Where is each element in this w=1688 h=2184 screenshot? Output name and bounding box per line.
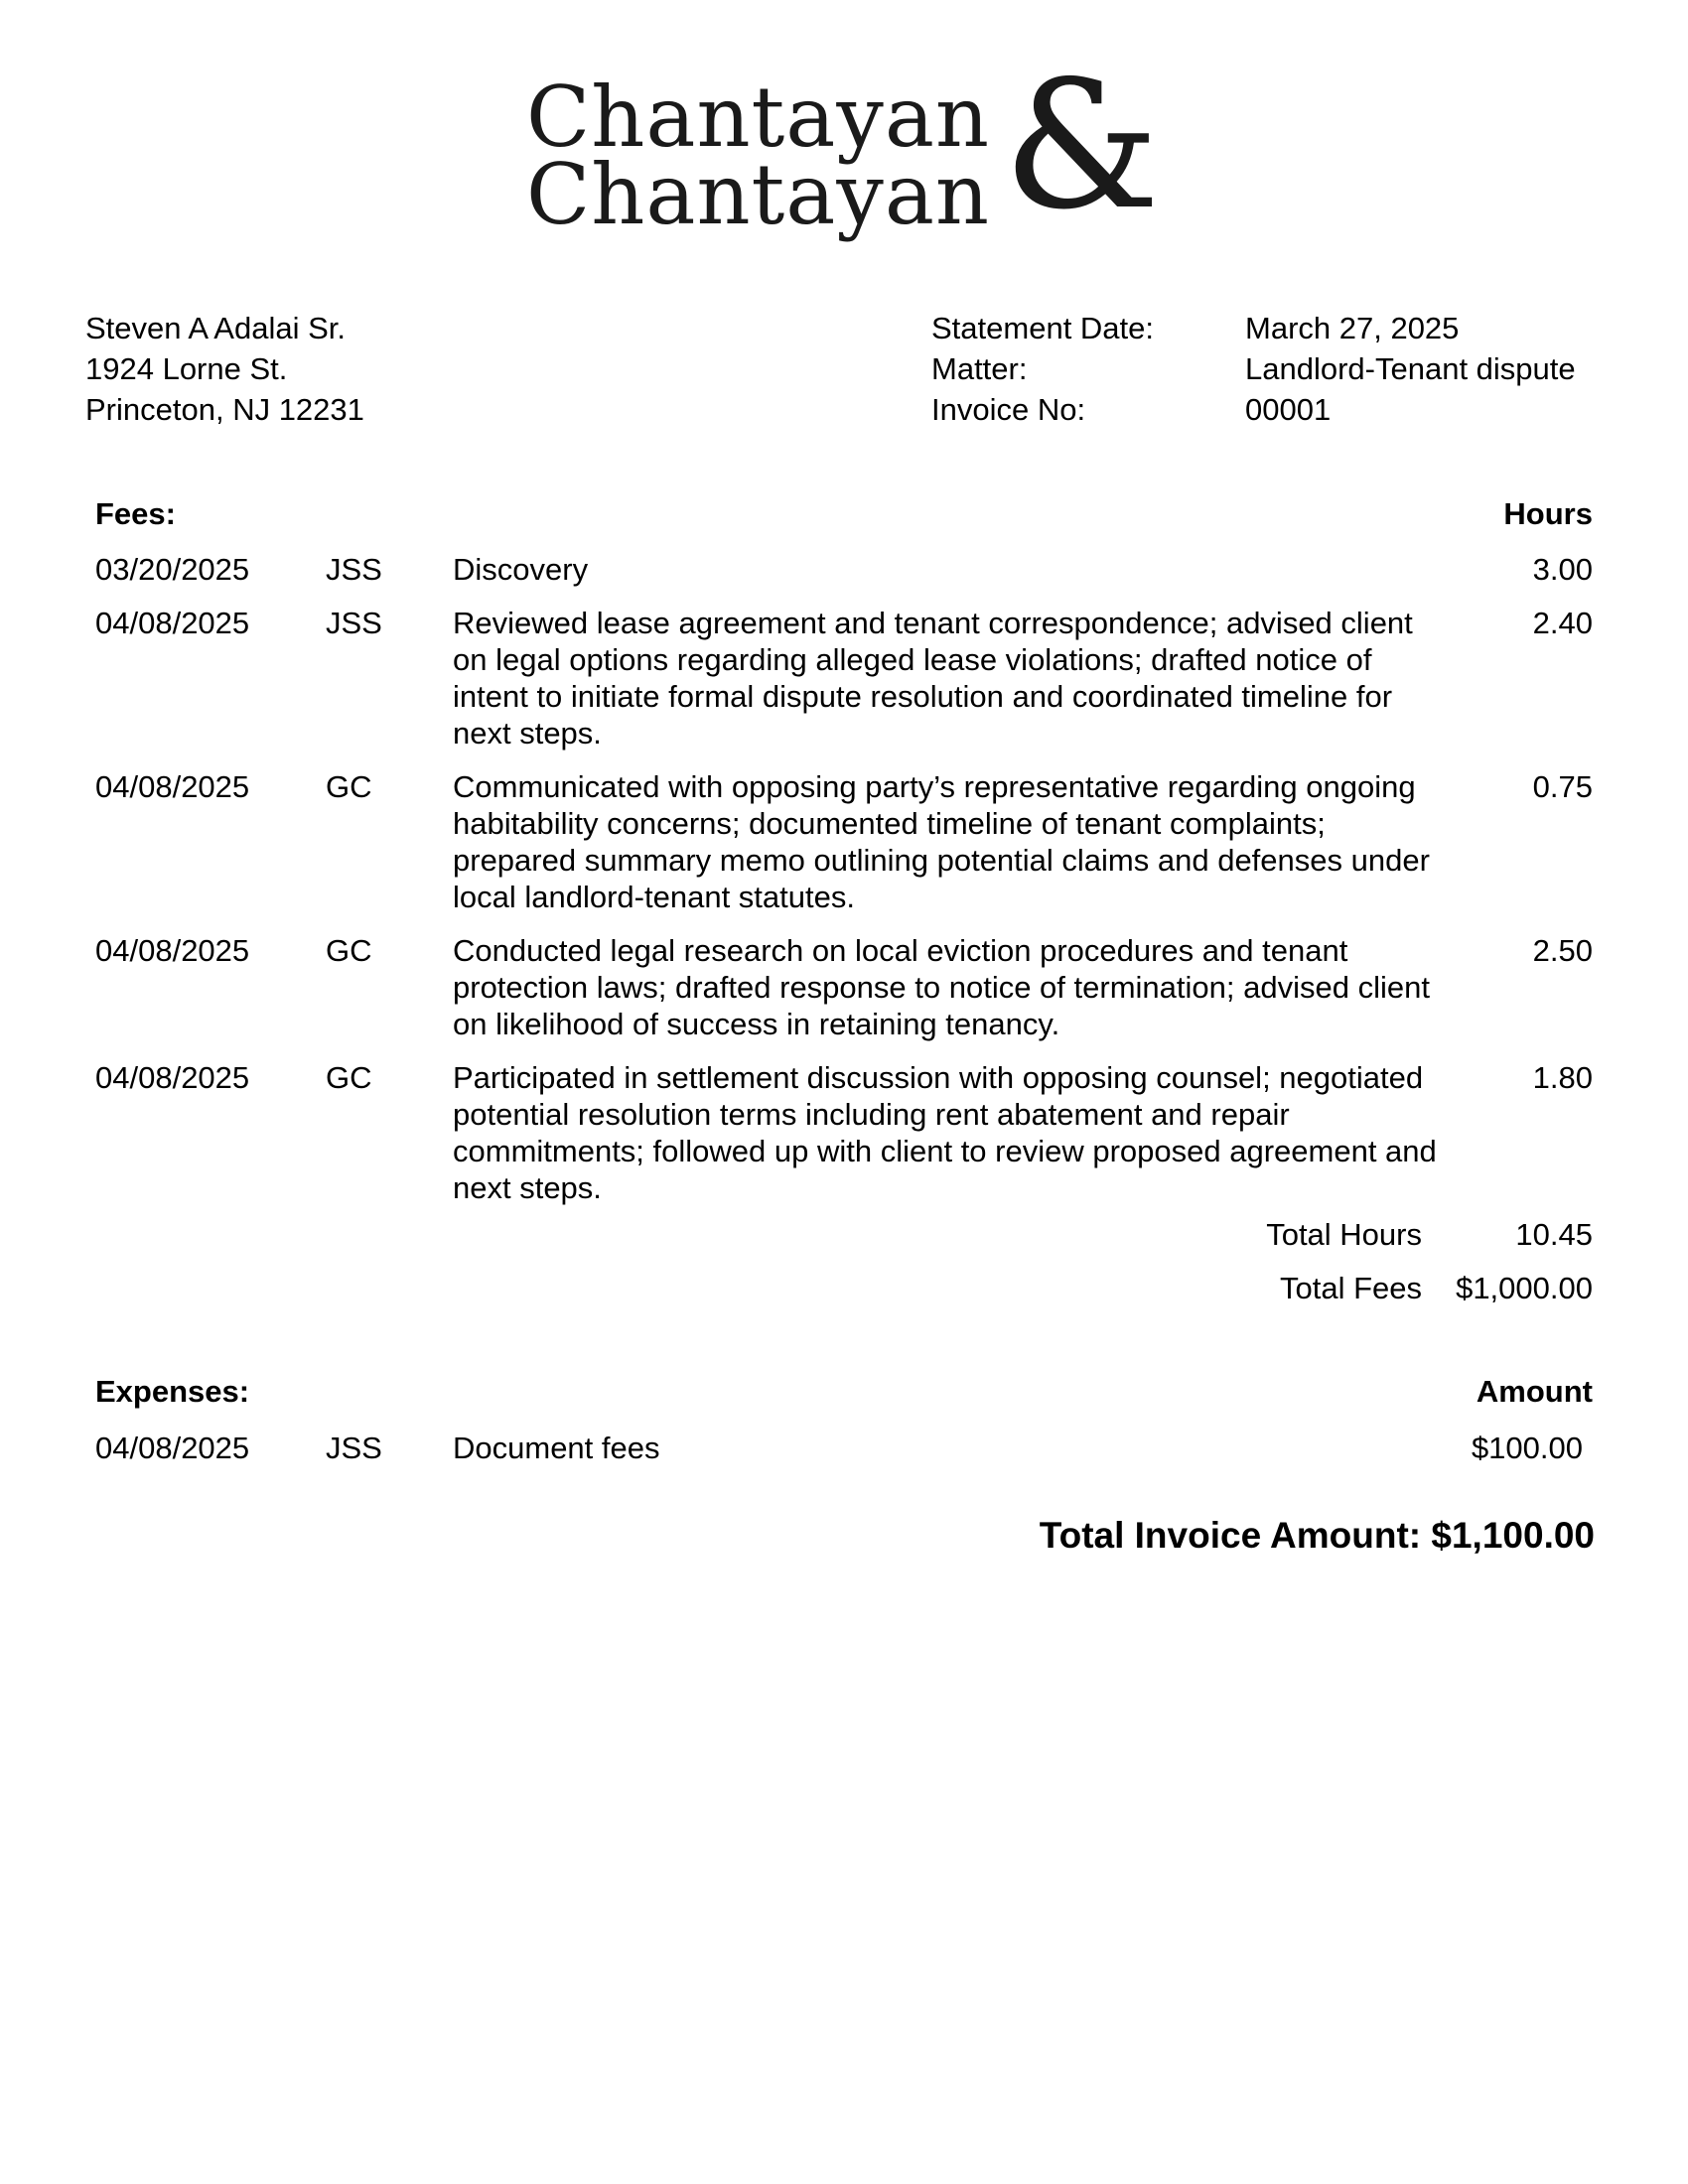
expense-date: 04/08/2025 xyxy=(95,1431,250,1465)
fee-description: Discovery xyxy=(453,552,589,587)
fee-initials: GC xyxy=(326,1060,372,1095)
client-address xyxy=(85,308,364,430)
fee-initials: JSS xyxy=(326,606,382,640)
expense-description: Document fees xyxy=(453,1431,660,1465)
client-city-state-zip: Princeton, NJ 12231 xyxy=(85,392,364,427)
fee-date: 04/08/2025 xyxy=(95,606,250,640)
fee-description: Conducted legal research on local eviction procedures and tenant protection laws; drafted response to notice of termination; advised client on likelihood of success in retaining tenancy. xyxy=(453,933,1430,1041)
total-hours-label: Total Hours xyxy=(1266,1217,1422,1252)
amount-heading: Amount xyxy=(1476,1374,1593,1409)
fee-entry xyxy=(95,932,1593,1042)
total-hours-value: 10.45 xyxy=(1515,1217,1593,1252)
fee-date: 04/08/2025 xyxy=(95,933,250,968)
fees-heading: Fees: xyxy=(95,496,176,531)
statement-details xyxy=(931,308,1576,430)
client-street: 1924 Lorne St. xyxy=(85,351,288,386)
total-fees-label: Total Fees xyxy=(1279,1271,1422,1305)
matter-value: Landlord-Tenant dispute xyxy=(1245,351,1576,386)
expenses-heading: Expenses: xyxy=(95,1374,250,1409)
total-invoice-amount: Total Invoice Amount: $1,100.00 xyxy=(1039,1515,1595,1556)
fee-description: Participated in settlement discussion with opposing counsel; negotiated potential resolution terms including rent abatement and repair commitments; followed up with client to review proposed agreement and next steps. xyxy=(453,1060,1437,1205)
fee-hours: 0.75 xyxy=(1532,769,1593,804)
fee-hours: 2.40 xyxy=(1532,606,1593,640)
fee-initials: GC xyxy=(326,769,372,804)
matter-row xyxy=(931,348,1576,389)
fee-entry xyxy=(95,551,1593,588)
fee-hours: 3.00 xyxy=(1532,552,1593,587)
invoice-number-value: 00001 xyxy=(1245,392,1332,427)
fee-hours: 1.80 xyxy=(1532,1060,1593,1095)
fee-date: 03/20/2025 xyxy=(95,552,250,587)
hours-heading: Hours xyxy=(1503,496,1593,531)
firm-name-line-1: Chantayan xyxy=(526,68,991,166)
statement-date-row xyxy=(931,308,1576,348)
fee-hours: 2.50 xyxy=(1532,933,1593,968)
matter-label: Matter: xyxy=(931,351,1028,386)
statement-date-value: March 27, 2025 xyxy=(1245,311,1460,345)
firm-name-line-2: Chantayan xyxy=(526,146,991,243)
fees-table xyxy=(95,551,1593,1223)
invoice-number-label: Invoice No: xyxy=(931,392,1086,427)
fee-date: 04/08/2025 xyxy=(95,1060,250,1095)
expense-initials: JSS xyxy=(326,1431,382,1465)
fee-entry xyxy=(95,768,1593,915)
fee-entry xyxy=(95,605,1593,751)
firm-logo xyxy=(526,43,1162,270)
firm-ampersand: & xyxy=(1003,43,1161,248)
fee-date: 04/08/2025 xyxy=(95,769,250,804)
total-fees-value: $1,000.00 xyxy=(1456,1271,1593,1305)
fee-description: Communicated with opposing party’s representative regarding ongoing habitability concerns; documented timeline of tenant complaints; prepared summary memo outlining potential claims and defenses under local landlord-tenant statutes. xyxy=(453,769,1430,914)
expense-entry xyxy=(95,1430,1583,1466)
fee-initials: JSS xyxy=(326,552,382,587)
invoice-number-row xyxy=(931,389,1576,430)
statement-date-label: Statement Date: xyxy=(931,311,1155,345)
expense-amount: $100.00 xyxy=(1471,1431,1583,1465)
client-name: Steven A Adalai Sr. xyxy=(85,311,346,345)
fee-entry xyxy=(95,1059,1593,1206)
fee-initials: GC xyxy=(326,933,372,968)
fee-description: Reviewed lease agreement and tenant correspondence; advised client on legal options regarding alleged lease violations; drafted notice of intent to initiate formal dispute resolution and coordinated timeline for next steps. xyxy=(453,606,1413,751)
